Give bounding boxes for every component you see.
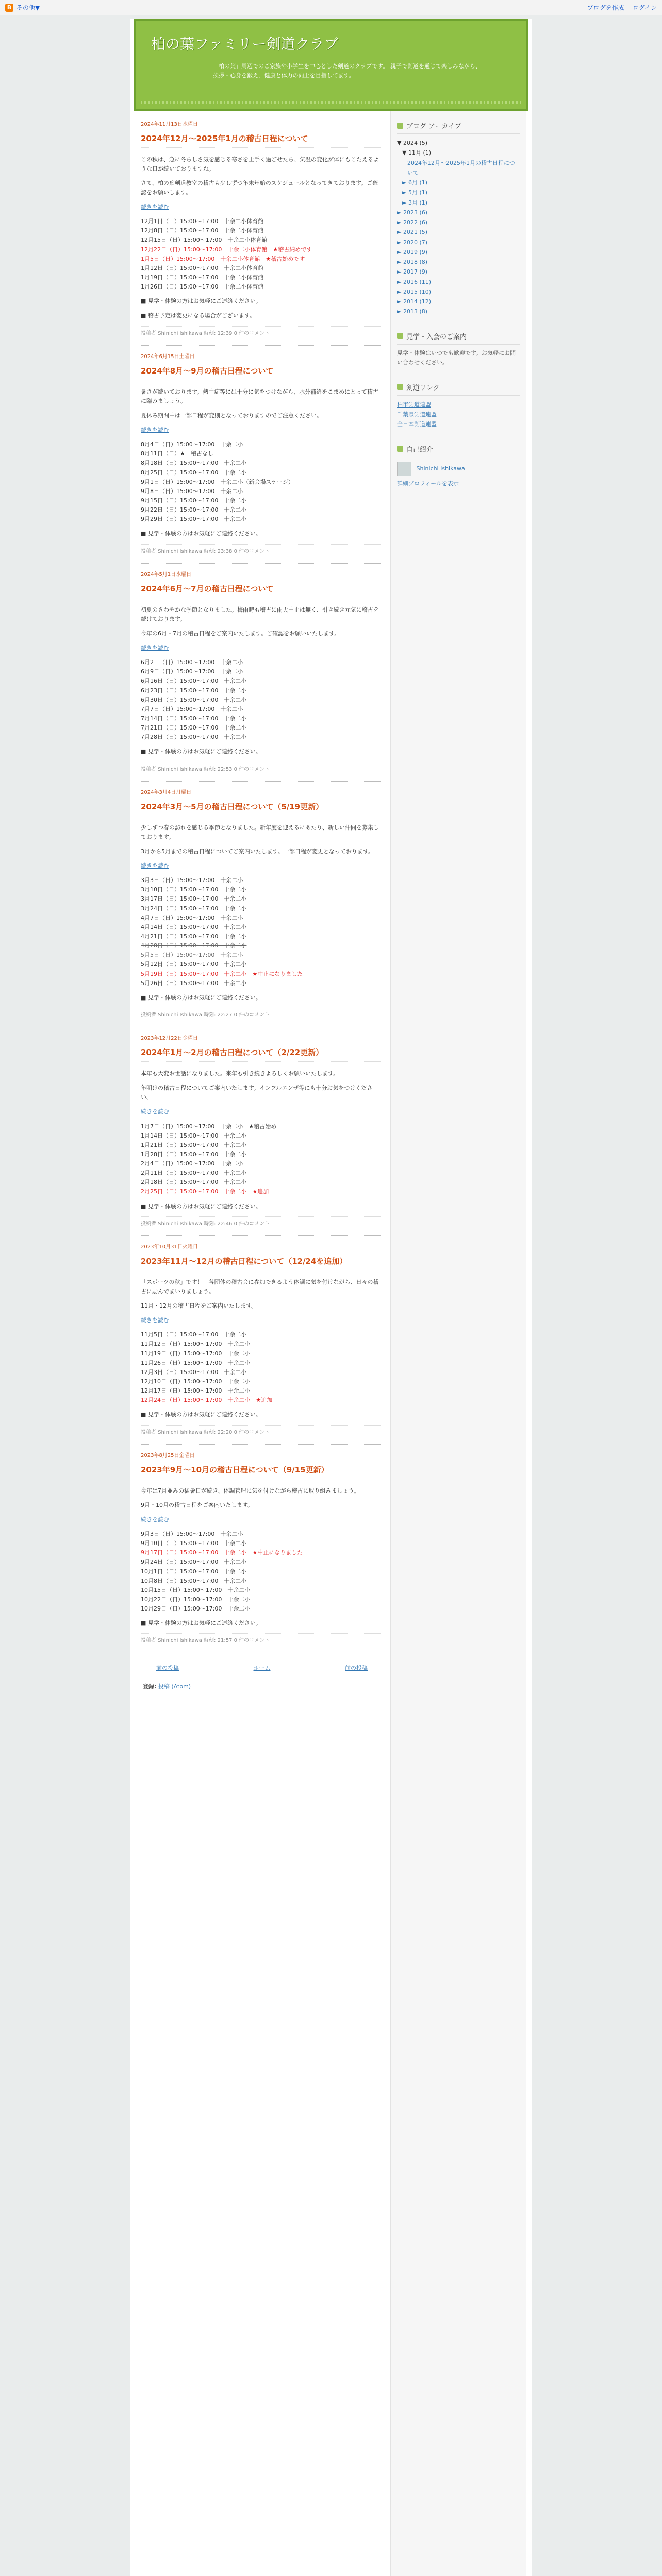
schedule-item: 1月12日（日）15:00〜17:00 十余二小体育館 bbox=[141, 264, 264, 272]
schedule-item: 7月14日（日）15:00〜17:00 十余二小 bbox=[141, 715, 247, 722]
profile-widget bbox=[397, 444, 520, 487]
schedule-item: 8月4日（日）15:00〜17:00 十余二小 bbox=[141, 441, 243, 448]
schedule-item: 9月29日（日）15:00〜17:00 十余二小 bbox=[141, 516, 247, 523]
read-more-link[interactable]: 続きを読む bbox=[141, 1516, 169, 1523]
post-note: ■ 見学・体験の方はお気軽にご連絡ください。 bbox=[141, 1620, 261, 1627]
guide-widget bbox=[397, 331, 520, 368]
read-more-link[interactable]: 続きを読む bbox=[141, 862, 169, 869]
profile-widget-title: 自己紹介 bbox=[397, 444, 520, 457]
schedule-item: 2月25日（日）15:00〜17:00 十余二小 ★追加 bbox=[141, 1188, 269, 1195]
schedule-item: 1月26日（日）15:00〜17:00 十余二小体育館 bbox=[141, 283, 264, 291]
post-paragraph: 11月・12月の稽古日程をご案内いたします。 bbox=[141, 1302, 257, 1310]
profile-icon bbox=[397, 446, 403, 452]
schedule-item: 9月3日（日）15:00〜17:00 十余二小 bbox=[141, 1531, 243, 1538]
blog-post bbox=[141, 1035, 383, 1236]
avatar[interactable] bbox=[397, 462, 411, 476]
schedule-item: 8月25日（日）15:00〜17:00 十余二小 bbox=[141, 469, 247, 476]
archive-item[interactable]: ► 2016 (11) bbox=[397, 278, 432, 285]
archive-widget bbox=[397, 121, 520, 317]
post-footer: 投稿者 Shinichi Ishikawa 時刻: 21:57 0 件のコメント bbox=[141, 1633, 383, 1646]
schedule-item: 7月28日（日）15:00〜17:00 十余二小 bbox=[141, 734, 247, 741]
schedule-item: 4月7日（日）15:00〜17:00 十余二小 bbox=[141, 914, 243, 921]
schedule-item: 6月9日（日）15:00〜17:00 十余二小 bbox=[141, 668, 243, 675]
schedule-item: 2月18日（日）15:00〜17:00 十余二小 bbox=[141, 1179, 247, 1186]
schedule-item: 6月23日（日）15:00〜17:00 十余二小 bbox=[141, 687, 247, 694]
post-date: 2024年5月1日水曜日 bbox=[141, 572, 192, 578]
schedule-item: 12月10日（日）15:00〜17:00 十余二小 bbox=[141, 1378, 251, 1385]
post-note: ■ 見学・体験の方はお気軽にご連絡ください。 bbox=[141, 298, 261, 305]
schedule-item: 11月26日（日）15:00〜17:00 十余二小 bbox=[141, 1359, 251, 1366]
subscribe-line bbox=[143, 1682, 383, 1690]
post-paragraph: 「スポーツの秋」です！ 各団体の稽古会に参加できるよう体調に気を付けながら、日々の稽古に励んでまいりましょう。 bbox=[141, 1278, 379, 1295]
schedule-item: 9月8日（日）15:00〜17:00 十余二小 bbox=[141, 487, 243, 495]
archive-item[interactable]: ▼ 2024 (5) bbox=[397, 140, 428, 146]
post-paragraph: 少しずつ春の訪れを感じる季節となりました。新年度を迎えるにあたり、新しい仲間を募集しております。 bbox=[141, 824, 379, 840]
blogger-logo-icon[interactable]: B bbox=[5, 4, 13, 12]
schedule-item: 9月24日（日）15:00〜17:00 十余二小 bbox=[141, 1558, 247, 1566]
navbar-brand bbox=[5, 3, 40, 12]
page-outer bbox=[130, 19, 532, 2576]
full-profile-link[interactable]: 詳細プロフィールを表示 bbox=[397, 480, 459, 487]
read-more-link[interactable]: 続きを読む bbox=[141, 645, 169, 651]
archive-item[interactable]: ► 2021 (5) bbox=[397, 229, 428, 236]
blog-post bbox=[141, 789, 383, 1027]
schedule-item: 6月16日（日）15:00〜17:00 十余二小 bbox=[141, 677, 247, 685]
archive-item[interactable]: 2024年12月〜2025年1月の稽古日程について bbox=[407, 159, 515, 176]
schedule-item: 8月18日（日）15:00〜17:00 十余二小 bbox=[141, 460, 247, 467]
subscribe-label: 登録: bbox=[143, 1683, 157, 1690]
post-note: ■ 稽古予定は変更になる場合がございます。 bbox=[141, 312, 256, 319]
post-paragraph: さて、柏の葉剣道教室の稽古も少しずつ年末年始のスケジュールとなってきております。ご確認をお願いします。 bbox=[141, 179, 378, 196]
archive-item[interactable]: ► 2018 (8) bbox=[397, 259, 428, 265]
newer-posts-link[interactable]: 前の投稿 bbox=[156, 1664, 179, 1671]
schedule-item: 9月22日（日）15:00〜17:00 十余二小 bbox=[141, 506, 247, 514]
schedule-item: 7月7日（日）15:00〜17:00 十余二小 bbox=[141, 705, 243, 713]
archive-item[interactable]: ► 2022 (6) bbox=[397, 219, 428, 226]
archive-item[interactable]: ► 2013 (8) bbox=[397, 308, 428, 315]
schedule-item: 1月5日（日）15:00〜17:00 十余二小体育館 ★稽古始めです bbox=[141, 255, 305, 262]
schedule-item: 2月11日（日）15:00〜17:00 十余二小 bbox=[141, 1170, 247, 1177]
schedule-item: 11月12日（日）15:00〜17:00 十余二小 bbox=[141, 1341, 251, 1348]
post-paragraph: 初夏のさわやかな季節となりました。梅雨時も稽古に雨天中止は無く、引き続き元気に稽古を続けております。 bbox=[141, 606, 379, 622]
schedule-item: 7月21日（日）15:00〜17:00 十余二小 bbox=[141, 724, 247, 732]
schedule-item: 2月4日（日）15:00〜17:00 十余二小 bbox=[141, 1160, 243, 1167]
blog-description: 「柏の葉」周辺でのご家族や小学生を中心とした剣道のクラブです。 親子で剣道を通じて楽しみながら、挨拶・心身を鍛え、健康と体力の向上を目指してます。 bbox=[213, 63, 481, 79]
blog-pager bbox=[156, 1664, 368, 1672]
post-footer: 投稿者 Shinichi Ishikawa 時刻: 22:20 0 件のコメント bbox=[141, 1425, 383, 1437]
login-link[interactable]: ログイン bbox=[632, 4, 657, 11]
archive-item[interactable]: ► 2020 (7) bbox=[397, 239, 428, 246]
schedule-item: 8月11日（日）★ 稽古なし bbox=[141, 450, 213, 457]
guide-text: 見学・体験はいつでも歓迎です。お気軽にお問い合わせください。 bbox=[397, 349, 516, 366]
schedule-item: 3月3日（日）15:00〜17:00 十余二小 bbox=[141, 877, 243, 884]
post-paragraph: 本年も大変お世話になりました。来年も引き続きよろしくお願いいたします。 bbox=[141, 1070, 339, 1077]
blog-post bbox=[141, 1452, 383, 1653]
schedule-item: 12月17日（日）15:00〜17:00 十余二小 bbox=[141, 1387, 251, 1395]
atom-feed-link[interactable]: 投稿 (Atom) bbox=[158, 1683, 191, 1690]
schedule-item: 1月19日（日）15:00〜17:00 十余二小体育館 bbox=[141, 274, 264, 281]
post-footer: 投稿者 Shinichi Ishikawa 時刻: 12:39 0 件のコメント bbox=[141, 326, 383, 338]
schedule-item: 3月24日（日）15:00〜17:00 十余二小 bbox=[141, 905, 247, 912]
sidebar bbox=[390, 111, 526, 2576]
post-title[interactable]: 2023年9月〜10月の稽古日程について（9/15更新） bbox=[141, 1465, 383, 1479]
links-widget bbox=[397, 382, 520, 430]
schedule-item: 12月22日（日）15:00〜17:00 十余二小体育館 ★稽古納めです bbox=[141, 246, 312, 253]
schedule-item: 11月19日（日）15:00〜17:00 十余二小 bbox=[141, 1350, 251, 1357]
schedule-item: 4月28日（日）15:00〜17:00 十余二小 bbox=[141, 942, 247, 950]
post-note: ■ 見学・体験の方はお気軽にご連絡ください。 bbox=[141, 1411, 261, 1418]
header-decoration bbox=[141, 101, 521, 104]
schedule-item: 5月5日（日）15:00〜17:00 十余二小 bbox=[141, 952, 243, 959]
external-link[interactable]: 千葉県剣道連盟 bbox=[397, 411, 437, 418]
guide-icon bbox=[397, 333, 403, 339]
archive-widget-title: ブログ アーカイブ bbox=[397, 121, 520, 134]
post-title[interactable]: 2024年12月〜2025年1月の稽古日程について bbox=[141, 133, 383, 148]
archive-item[interactable]: ► 3月 (1) bbox=[402, 199, 428, 206]
schedule-item: 4月21日（日）15:00〜17:00 十余二小 bbox=[141, 933, 247, 940]
schedule-item: 6月30日（日）15:00〜17:00 十余二小 bbox=[141, 696, 247, 703]
post-paragraph: 年明けの稽古日程についてご案内いたします。インフルエンザ等にも十分お気をつけください。 bbox=[141, 1084, 373, 1101]
links-widget-title: 剣道リンク bbox=[397, 382, 520, 396]
archive-icon bbox=[397, 123, 403, 129]
links-icon bbox=[397, 384, 403, 390]
archive-item[interactable]: ► 2023 (6) bbox=[397, 209, 428, 216]
schedule-item: 1月28日（日）15:00〜17:00 十余二小 bbox=[141, 1150, 247, 1158]
read-more-link[interactable]: 続きを読む bbox=[141, 427, 169, 434]
blog-post bbox=[141, 353, 383, 564]
archive-item[interactable]: ▼ 11月 (1) bbox=[402, 149, 432, 157]
post-date: 2023年12月22日金曜日 bbox=[141, 1036, 198, 1042]
post-note: ■ 見学・体験の方はお気軽にご連絡ください。 bbox=[141, 530, 261, 537]
schedule-item: 12月3日（日）15:00〜17:00 十余二小 bbox=[141, 1368, 247, 1376]
schedule-item: 12月8日（日）15:00〜17:00 十余二小体育館 bbox=[141, 227, 264, 234]
external-link[interactable]: 全日本剣道連盟 bbox=[397, 421, 437, 428]
schedule-list bbox=[141, 1330, 383, 1405]
schedule-item: 11月5日（日）15:00〜17:00 十余二小 bbox=[141, 1331, 247, 1338]
schedule-item: 12月1日（日）15:00〜17:00 十余二小体育館 bbox=[141, 218, 264, 225]
post-paragraph: 今年は7月並みの猛暑日が続き、体調管理に気を付けながら稽古に取り組みましょう。 bbox=[141, 1487, 360, 1494]
post-paragraph: 今年の6月・7月の稽古日程をご案内いたします。ご確認をお願いいたします。 bbox=[141, 630, 340, 637]
archive-item[interactable]: ► 2014 (12) bbox=[397, 298, 432, 305]
schedule-item: 10月15日（日）15:00〜17:00 十余二小 bbox=[141, 1586, 251, 1594]
post-footer: 投稿者 Shinichi Ishikawa 時刻: 23:38 0 件のコメント bbox=[141, 544, 383, 556]
read-more-link[interactable]: 続きを読む bbox=[141, 204, 169, 211]
schedule-item: 5月19日（日）15:00〜17:00 十余二小 ★中止になりました bbox=[141, 970, 303, 977]
archive-item[interactable]: ► 5月 (1) bbox=[402, 189, 428, 196]
schedule-item: 10月1日（日）15:00〜17:00 十余二小 bbox=[141, 1568, 247, 1575]
post-note: ■ 見学・体験の方はお気軽にご連絡ください。 bbox=[141, 1202, 261, 1210]
schedule-item: 1月7日（日）15:00〜17:00 十余二小 ★稽古始め bbox=[141, 1123, 277, 1130]
navbar bbox=[0, 0, 662, 15]
read-more-link[interactable]: 続きを読む bbox=[141, 1108, 169, 1115]
post-date: 2024年3月4日月曜日 bbox=[141, 790, 192, 796]
schedule-item: 9月10日（日）15:00〜17:00 十余二小 bbox=[141, 1540, 247, 1547]
schedule-item: 10月22日（日）15:00〜17:00 十余二小 bbox=[141, 1596, 251, 1603]
schedule-list bbox=[141, 217, 383, 292]
create-blog-link[interactable]: ブログを作成 bbox=[587, 4, 624, 11]
schedule-item: 12月15日（日）15:00〜17:00 十余二小体育館 bbox=[141, 236, 268, 244]
schedule-list bbox=[141, 1122, 383, 1197]
blog-post bbox=[141, 121, 383, 346]
schedule-item: 9月17日（日）15:00〜17:00 十余二小 ★中止になりました bbox=[141, 1549, 303, 1556]
post-footer: 投稿者 Shinichi Ishikawa 時刻: 22:27 0 件のコメント bbox=[141, 1008, 383, 1020]
post-title[interactable]: 2023年11月〜12月の稽古日程について（12/24を追加） bbox=[141, 1256, 383, 1270]
post-paragraph: 暑さが続いております。熱中症等には十分に気をつけながら、水分補給をこまめにとって稽古に臨みましょう。 bbox=[141, 388, 378, 404]
schedule-item: 9月1日（日）15:00〜17:00 十余二小（新会場ステージ） bbox=[141, 478, 294, 485]
more-menu[interactable]: その他▼ bbox=[16, 4, 40, 11]
schedule-item: 1月14日（日）15:00〜17:00 十余二小 bbox=[141, 1132, 247, 1139]
post-date: 2023年10月31日火曜日 bbox=[141, 1244, 198, 1250]
archive-item[interactable]: ► 2017 (9) bbox=[397, 268, 428, 276]
archive-item[interactable]: ► 6月 (1) bbox=[402, 179, 428, 186]
read-more-link[interactable]: 続きを読む bbox=[141, 1317, 169, 1324]
blog-title[interactable]: 柏の葉ファミリー剣道クラブ bbox=[151, 36, 339, 53]
schedule-item: 6月2日（日）15:00〜17:00 十余二小 bbox=[141, 659, 243, 666]
external-link[interactable]: 柏市剣道連盟 bbox=[397, 401, 431, 408]
schedule-list bbox=[141, 658, 383, 742]
schedule-item: 5月26日（日）15:00〜17:00 十余二小 bbox=[141, 979, 247, 987]
schedule-item: 4月14日（日）15:00〜17:00 十余二小 bbox=[141, 923, 247, 930]
blog-post bbox=[141, 1243, 383, 1445]
schedule-list bbox=[141, 440, 383, 524]
main-column bbox=[134, 111, 390, 2576]
schedule-item: 10月8日（日）15:00〜17:00 十余二小 bbox=[141, 1577, 247, 1584]
post-note: ■ 見学・体験の方はお気軽にご連絡ください。 bbox=[141, 748, 261, 755]
post-date: 2023年8月25日金曜日 bbox=[141, 1453, 195, 1459]
post-footer: 投稿者 Shinichi Ishikawa 時刻: 22:53 0 件のコメント bbox=[141, 762, 383, 774]
schedule-item: 9月15日（日）15:00〜17:00 十余二小 bbox=[141, 497, 247, 504]
archive-item[interactable]: ► 2015 (10) bbox=[397, 288, 432, 295]
schedule-item: 1月21日（日）15:00〜17:00 十余二小 bbox=[141, 1141, 247, 1148]
schedule-item: 12月24日（日）15:00〜17:00 十余二小 ★追加 bbox=[141, 1397, 273, 1404]
schedule-item: 3月17日（日）15:00〜17:00 十余二小 bbox=[141, 895, 247, 903]
post-paragraph: 3月から5月までの稽古日程についてご案内いたします。一部日程が変更となっております。 bbox=[141, 848, 374, 855]
blog-post bbox=[141, 571, 383, 782]
post-title[interactable]: 2024年6月〜7月の稽古日程について bbox=[141, 584, 383, 598]
schedule-list bbox=[141, 876, 383, 988]
post-date: 2024年6月15日土曜日 bbox=[141, 354, 195, 360]
older-posts-link[interactable]: 前の投稿 bbox=[345, 1664, 368, 1671]
blog-header bbox=[134, 19, 528, 111]
post-paragraph: 9月・10月の稽古日程をご案内いたします。 bbox=[141, 1501, 254, 1509]
profile-name-link[interactable]: Shinichi Ishikawa bbox=[416, 465, 465, 472]
archive-item[interactable]: ► 2019 (9) bbox=[397, 248, 428, 256]
post-date: 2024年11月13日水曜日 bbox=[141, 122, 198, 127]
guide-widget-title: 見学・入会のご案内 bbox=[397, 331, 520, 345]
post-paragraph: 夏休み期間中は一部日程が変則となっておりますのでご注意ください。 bbox=[141, 412, 322, 419]
post-title[interactable]: 2024年8月〜9月の稽古日程について bbox=[141, 366, 383, 380]
post-footer: 投稿者 Shinichi Ishikawa 時刻: 22:46 0 件のコメント bbox=[141, 1216, 383, 1229]
schedule-item: 10月29日（日）15:00〜17:00 十余二小 bbox=[141, 1605, 251, 1613]
post-paragraph: この秋は、急に冬らしさ気を感じる寒さを上手く過ごせたら、気温の変化が体にもこたえるような日が続いておりますね。 bbox=[141, 156, 379, 172]
post-title[interactable]: 2024年1月〜2月の稽古日程について（2/22更新） bbox=[141, 1047, 383, 1062]
schedule-item: 3月10日（日）15:00〜17:00 十余二小 bbox=[141, 886, 247, 893]
schedule-list bbox=[141, 1530, 383, 1614]
post-note: ■ 見学・体験の方はお気軽にご連絡ください。 bbox=[141, 994, 261, 1001]
home-link[interactable]: ホーム bbox=[253, 1664, 271, 1671]
post-title[interactable]: 2024年3月〜5月の稽古日程について（5/19更新） bbox=[141, 802, 383, 816]
schedule-item: 5月12日（日）15:00〜17:00 十余二小 bbox=[141, 961, 247, 968]
